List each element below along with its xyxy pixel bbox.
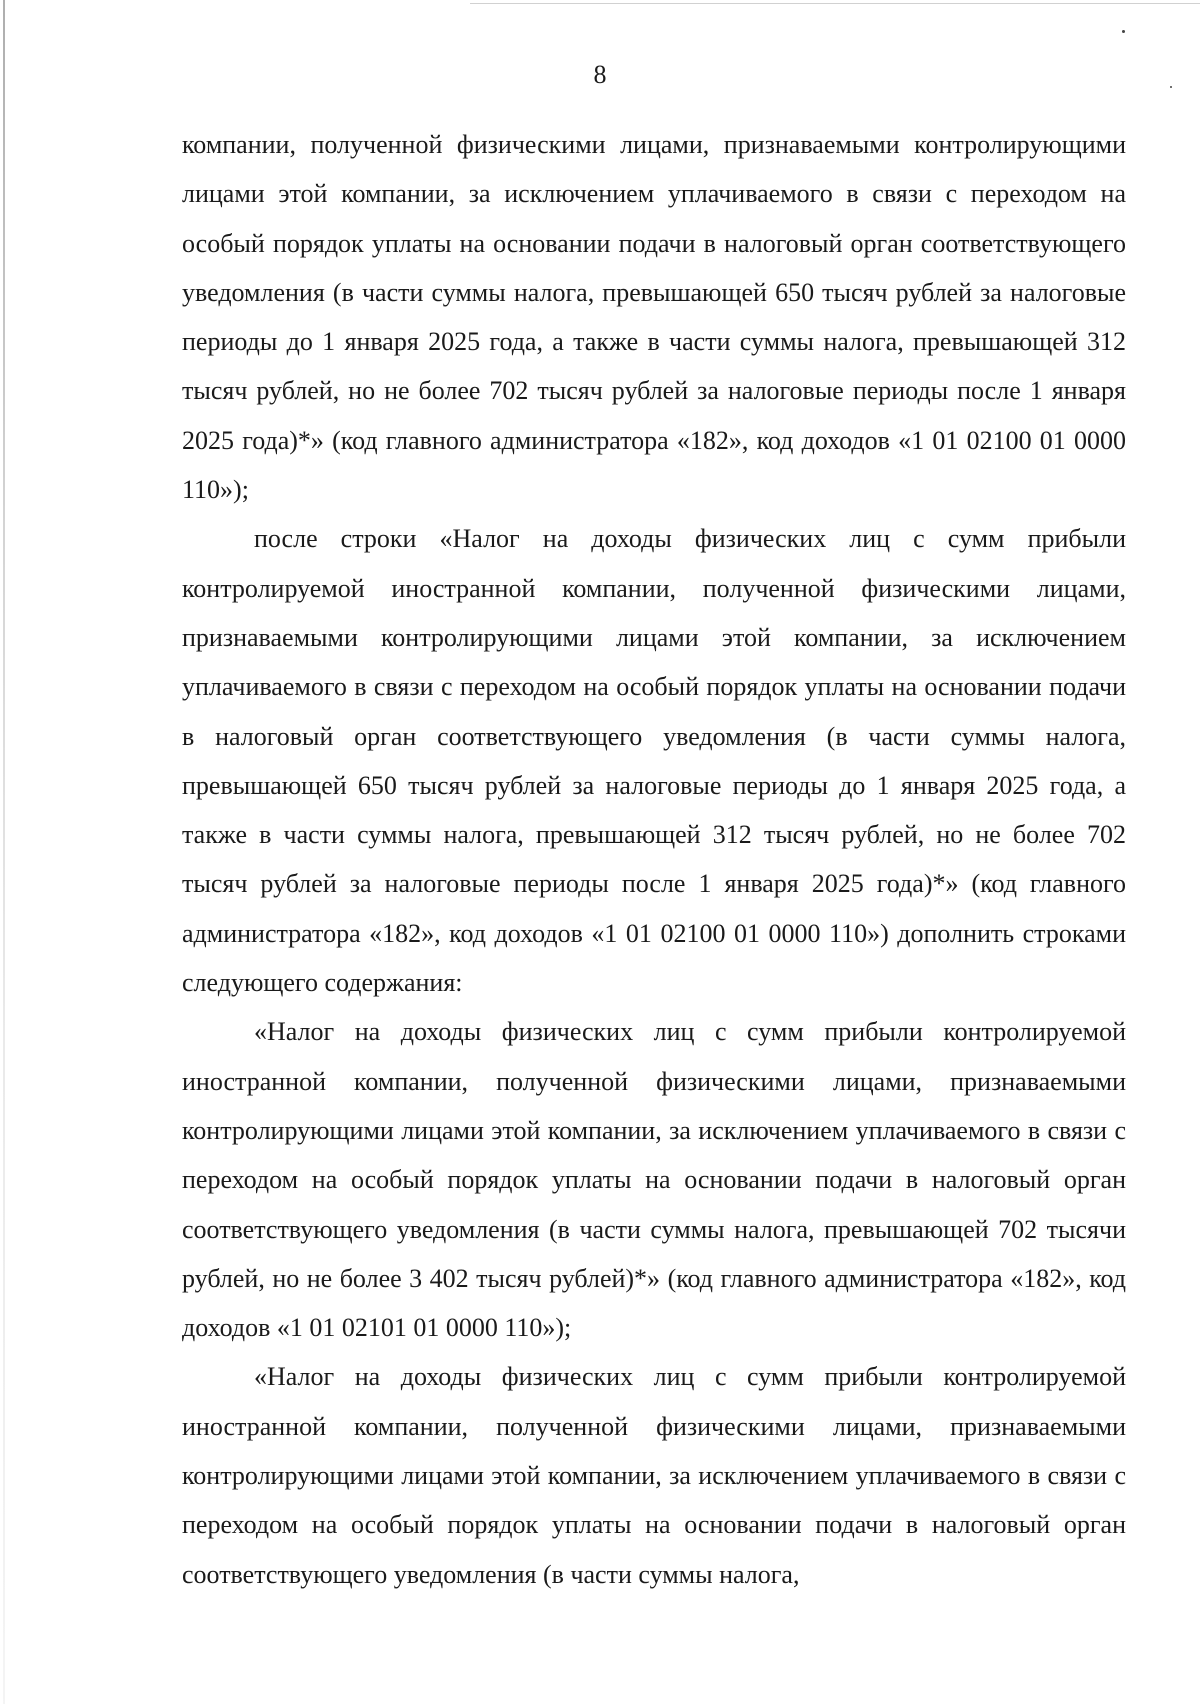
paragraph-new-line-2: «Налог на доходы физических лиц с сумм прибыли контролируемой иностранной компании, полученной физическими лицами, признаваемыми контролирующими лицами этой компании, за исключением уплачиваемого в связи с переходом на особый порядок уплаты на основании подачи в налоговый орган соответствующего уведомления (в части суммы налога, bbox=[182, 1362, 1126, 1589]
document-body bbox=[182, 120, 1126, 1599]
paragraph-continuation: компании, полученной физическими лицами, признаваемыми контролирующими лицами этой компании, за исключением уплачиваемого в связи с переходом на особый порядок уплаты на основании подачи в налоговый орган соответствующего уведомления (в части суммы налога, превышающей 650 тысяч рублей за налоговые периоды до 1 января 2025 года, а также в части суммы налога, превышающей 312 тысяч рублей, но не более 702 тысяч рублей за налоговые периоды после 1 января 2025 года)*» (код главного администратора «182», код доходов «1 01 02100 01 0000 110»); bbox=[182, 130, 1126, 505]
paragraph-new-line-1: «Налог на доходы физических лиц с сумм прибыли контролируемой иностранной компании, полученной физическими лицами, признаваемыми контролирующими лицами этой компании, за исключением уплачиваемого в связи с переходом на особый порядок уплаты на основании подачи в налоговый орган соответствующего уведомления (в части суммы налога, превышающей 702 тысячи рублей, но не более 3 402 тысяч рублей)*» (код главного администратора «182», код доходов «1 01 02101 01 0000 110»); bbox=[182, 1017, 1126, 1343]
scan-top-edge bbox=[470, 3, 1200, 4]
page-number: 8 bbox=[593, 60, 607, 89]
paragraph-after-line-instruction: после строки «Налог на доходы физических лиц с сумм прибыли контролируемой иностранной компании, полученной физическими лицами, признаваемыми контролирующими лицами этой компании, за исключением уплачиваемого в связи с переходом на особый порядок уплаты на основании подачи в налоговый орган соответствующего уведомления (в части суммы налога, превышающей 650 тысяч рублей за налоговые периоды до 1 января 2025 года, а также в части суммы налога, превышающей 312 тысяч рублей, но не более 702 тысяч рублей за налоговые периоды после 1 января 2025 года)*» (код главного администратора «182», код доходов «1 01 02100 01 0000 110») дополнить строками следующего содержания: bbox=[182, 524, 1126, 998]
scan-speck bbox=[1122, 30, 1125, 33]
scan-left-edge bbox=[3, 0, 5, 1704]
